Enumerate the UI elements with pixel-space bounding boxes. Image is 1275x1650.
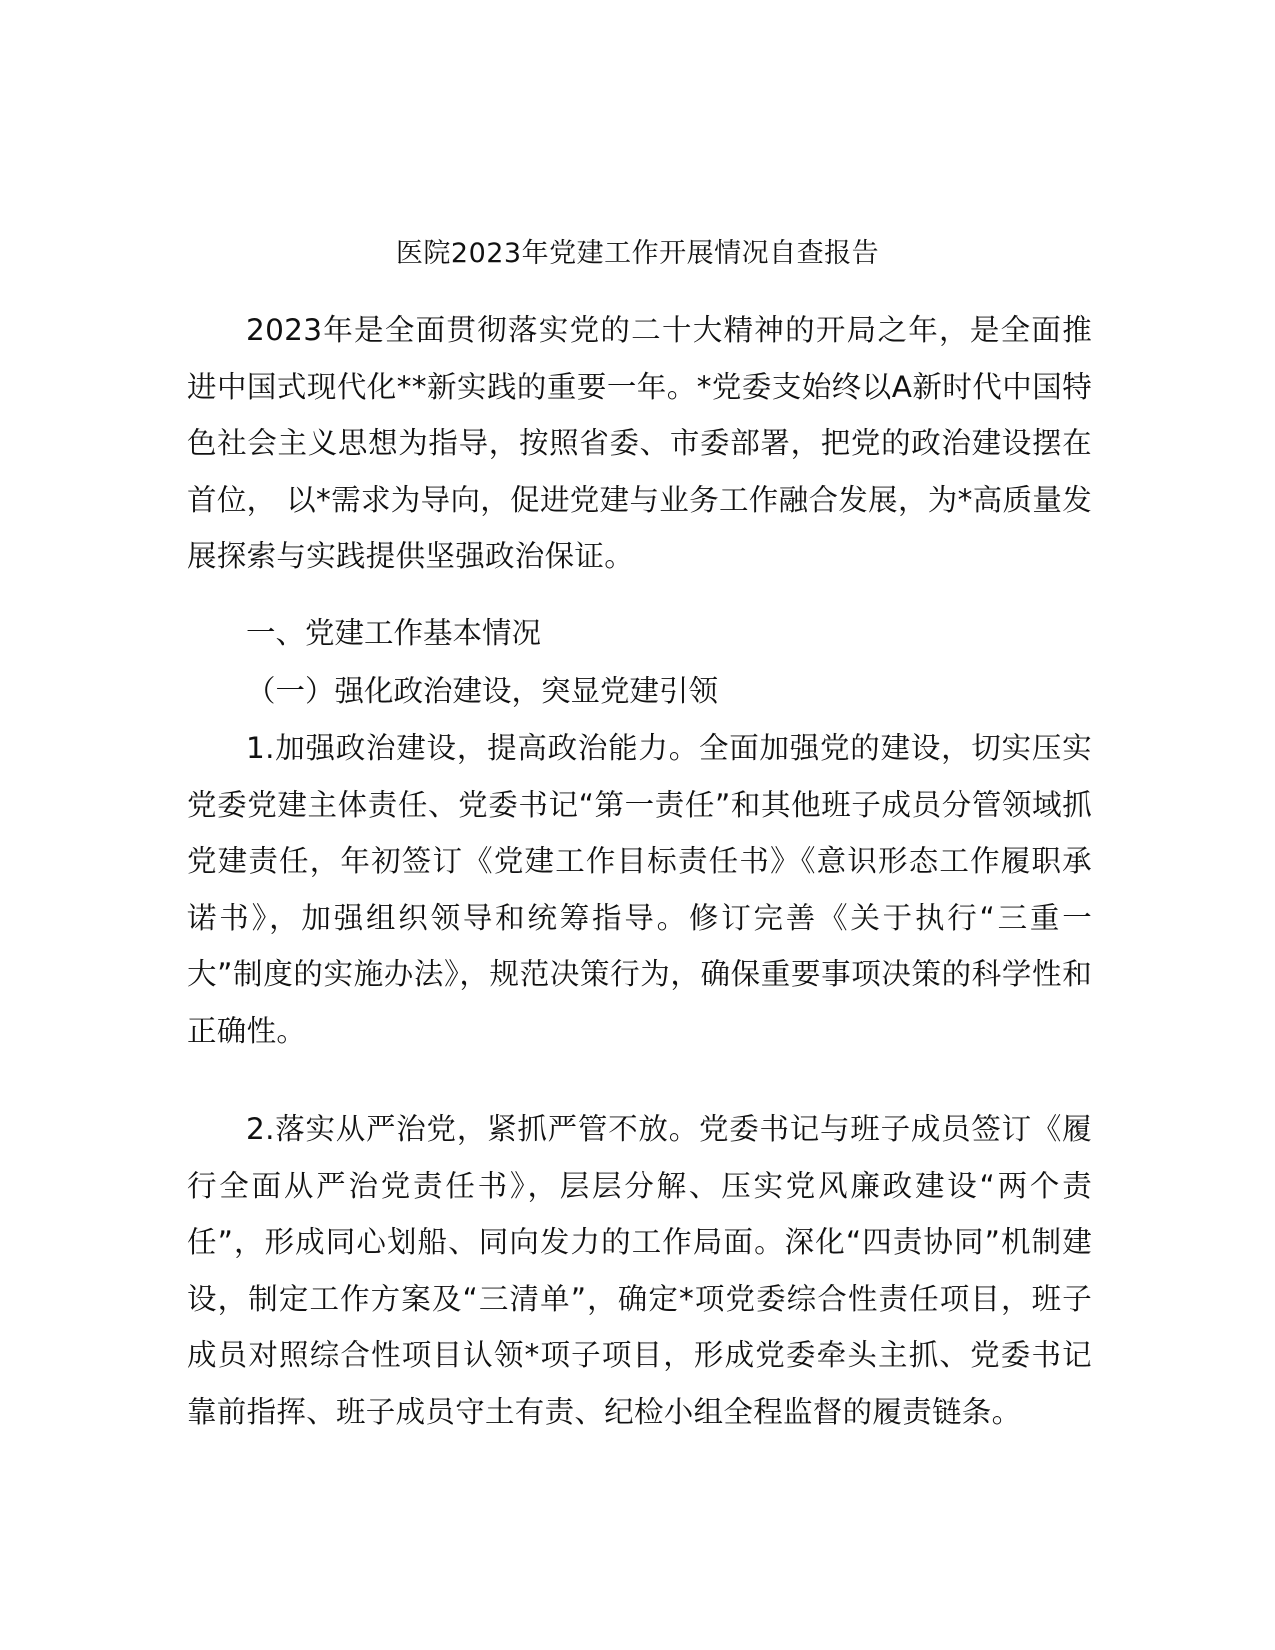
body-paragraph: 1.加强政治建设，提高政治能力。全面加强党的建设，切实压实党委党建主体责任、党委书记“第一责任”和其他班子成员分管领域抓党建责任，年初签订《党建工作目标责任书》《意识形态工作履职承诺书》，加强组织领导和统筹指导。修订完善《关于执行“三重一大”制度的实施办法》，规范决策行为，确保重要事项决策的科学性和正确性。 (187, 731, 1092, 1048)
document-title: 医院2023年党建工作开展情况自查报告 (395, 238, 880, 269)
subsection-heading: （一）强化政治建设，突显党建引领 (246, 674, 719, 708)
section-heading: 一、党建工作基本情况 (246, 616, 542, 650)
intro-paragraph: 2023年是全面贯彻落实党的二十大精神的开局之年，是全面推进中国式现代化**新实践的重要一年。*党委支始终以A新时代中国特色社会主义思想为指导，按照省委、市委部署，把党的政治建设摆在首位， 以*需求为导向，促进党建与业务工作融合发展，为*高质量发展探索与实践提供坚强政治保证。 (187, 313, 1092, 573)
body-paragraph: 2.落实从严治党，紧抓严管不放。党委书记与班子成员签订《履行全面从严治党责任书》，层层分解、压实党风廉政建设“两个责任”，形成同心划船、同向发力的工作局面。深化“四责协同”机制建设，制定工作方案及“三清单”，确定*项党委综合性责任项目，班子成员对照综合性项目认领*项子项目，形成党委牵头主抓、党委书记靠前指挥、班子成员守土有责、纪检小组全程监督的履责链条。 (187, 1112, 1092, 1429)
